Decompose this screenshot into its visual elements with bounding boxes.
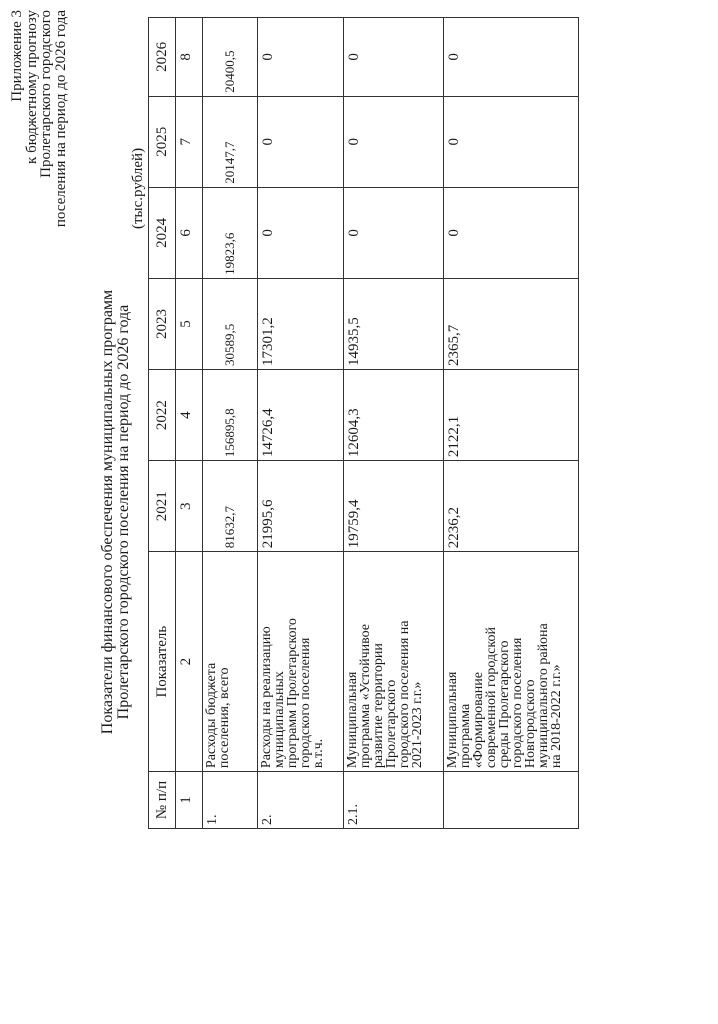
label-line: Пролетарского [384,679,399,769]
row-label [444,552,579,772]
row-label [258,552,344,772]
column-number: 8 [176,18,203,97]
row-label [203,552,258,772]
table-row [203,18,258,829]
table-row [444,18,579,829]
header-cell: № п/п [149,772,176,829]
label-line: Муниципальная [445,671,460,769]
label-line: Расходы на реализацию [259,626,274,769]
appendix-line: поселения на период до 2026 года [52,10,69,228]
label-line: Муниципальная [345,671,360,769]
financing-table [148,17,579,829]
column-number: 6 [176,187,203,278]
row-number: 2. [258,772,344,829]
table-row [344,18,444,829]
label-line: на 2018-2022 г.г.» [549,664,564,769]
header-row [149,18,176,829]
label-line: современной городской [484,627,499,769]
appendix-line: к бюджетному прогнозу [23,10,40,164]
value-cell: 14726,4 [258,370,344,461]
label-line: программа «Устойчивое [358,623,373,769]
title-line: Пролетарского городского поселения на период до 2026 года [115,304,132,720]
appendix-line: Приложение 3 [9,10,25,102]
value-cell: 19823,6 [203,187,258,278]
value-cell: 2236,2 [444,461,579,552]
label-line: городского поселения [510,637,525,769]
value-cell: 0 [344,18,444,97]
label-line: программа [458,703,473,769]
label-line: городского поселения [298,637,313,769]
column-number: 3 [176,461,203,552]
header-cell: 2025 [149,96,176,187]
value-cell: 0 [258,96,344,187]
value-cell: 0 [344,96,444,187]
column-number-row [176,18,203,829]
appendix-line: Пролетарского городского [38,10,54,178]
label-line: в.т.ч. [311,738,326,769]
header-cell: 2024 [149,187,176,278]
value-cell: 20147,7 [203,96,258,187]
value-cell: 17301,2 [258,278,344,369]
label-line: среды Пролетарского [497,640,512,769]
value-cell: 12604,3 [344,370,444,461]
value-cell: 0 [444,187,579,278]
label-line: муниципального района [536,623,551,769]
value-cell: 14935,5 [344,278,444,369]
value-cell: 81632,7 [203,461,258,552]
label-line: городского поселения на [397,620,412,769]
column-number: 7 [176,96,203,187]
label-line: развитие территории [371,643,386,769]
value-cell: 0 [258,187,344,278]
column-number: 2 [176,552,203,772]
column-number: 4 [176,370,203,461]
column-number: 5 [176,278,203,369]
value-cell: 2365,7 [444,278,579,369]
document-title [100,0,132,1024]
label-line: Новгородского [523,679,538,769]
header-cell: 2023 [149,278,176,369]
units-label: (тыс.рублей) [130,147,146,229]
row-number: 1. [203,772,258,829]
value-cell: 30589,5 [203,278,258,369]
value-cell: 156895,8 [203,370,258,461]
label-line: поселения, всего [217,667,232,769]
column-number: 1 [176,772,203,829]
title-line: Показатели финансового обеспечения муниципальных программ [99,289,116,735]
value-cell: 2122,1 [444,370,579,461]
row-number [444,772,579,829]
label-line: «Формирование [471,672,486,769]
label-line: муниципальных [272,671,287,769]
appendix-note [10,10,68,227]
value-cell: 20400,5 [203,18,258,97]
label-line: программ Пролетарского [285,618,300,769]
label-line: Расходы бюджета [204,662,219,769]
header-cell: 2022 [149,370,176,461]
table-row [258,18,344,829]
value-cell: 0 [444,96,579,187]
value-cell: 0 [344,187,444,278]
value-cell: 21995,6 [258,461,344,552]
header-cell: 2026 [149,18,176,97]
value-cell: 19759,4 [344,461,444,552]
row-number: 2.1. [344,772,444,829]
header-cell: 2021 [149,461,176,552]
row-label [344,552,444,772]
header-cell: Показатель [149,552,176,772]
value-cell: 0 [258,18,344,97]
value-cell: 0 [444,18,579,97]
label-line: 2021-2023 г.г.» [410,681,425,769]
